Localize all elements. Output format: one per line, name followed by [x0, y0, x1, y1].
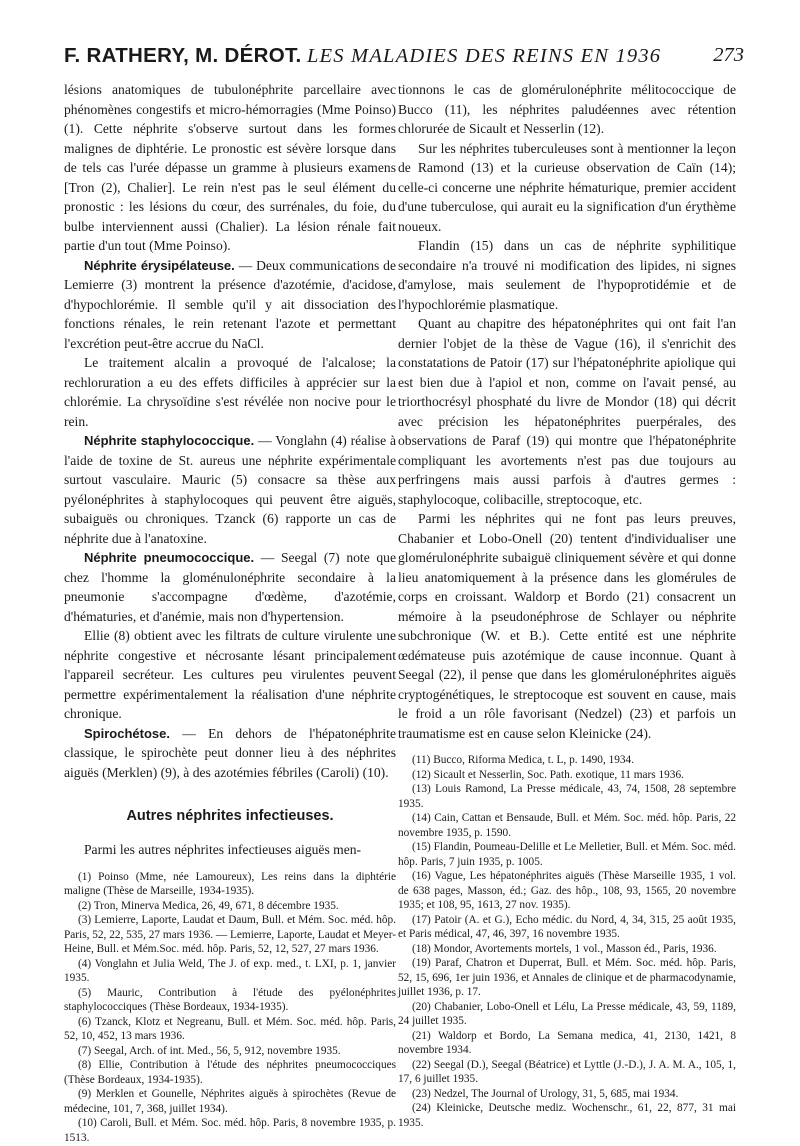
- paragraph-text: tionnons le cas de glomérulonéphrite mélitococcique de Bucco (11), les néphrites paludéennes avec rétention chlorurée de Sicault et Nesserlin (12).: [398, 82, 736, 136]
- paragraph-lead: Spirochétose.: [84, 725, 170, 741]
- footnote: (22) Seegal (D.), Seegal (Béatrice) et Lyttle (J.-D.), J. A. M. A., 105, 1, 17, 6 juillet 1935.: [398, 1058, 736, 1085]
- left-column: [64, 80, 396, 1145]
- paragraph-text: — En dehors de l'hépatonéphrite classique, le spirochète peut donner lieu à des néphrites aiguës (Merklen) (9), à des azotémies fébriles (Caroli) (10).: [64, 725, 396, 780]
- footnote: (2) Tron, Minerva Medica, 26, 49, 671, 8 décembre 1935.: [78, 899, 339, 912]
- footnote: (7) Seegal, Arch. of int. Med., 56, 5, 912, novembre 1935.: [78, 1044, 341, 1057]
- right-column: [398, 80, 736, 1130]
- paragraph-text: — Deux communications de Lemierre (3) montrent la présence d'azotémie, d'acidose, d'hypochlorémie. Il semble qu'il y ait dissociation des fonctions rénales, le rein retenant l'azote et permettant l'excrétion peut-être accrue du NaCl.: [64, 257, 396, 351]
- paragraph: [398, 80, 736, 139]
- footnote: (17) Patoir (A. et G.), Echo médic. du Nord, 4, 34, 315, 25 août 1935, et Paris médical, 47, 46, 397, 16 novembre 1935.: [398, 913, 736, 940]
- footnote: (16) Vague, Les hépatonéphrites aiguës (Thèse Marseille 1935, 1 vol. de 638 pages, Masson, éd.; Gaz. des hôp., 108, 93, 1565, 20 novembre 1935; et 108, 95, 1613, 27 nov. 1935).: [398, 870, 736, 911]
- footnote: (21) Waldorp et Bordo, La Semana medica, 41, 2130, 1421, 8 novembre 1934.: [398, 1029, 736, 1056]
- paragraph: [398, 139, 736, 237]
- paragraph-lead: Néphrite érysipélateuse.: [84, 257, 235, 273]
- footnote: (20) Chabanier, Lobo-Onell et Lélu, La Presse médicale, 43, 59, 1189, 24 juillet 1935.: [398, 1000, 736, 1027]
- header-authors: F. RATHERY, M. DÉROT.: [64, 44, 302, 67]
- paragraph-lead: Néphrite staphylococcique.: [84, 433, 255, 448]
- paragraph: [64, 256, 396, 354]
- paragraph: [64, 80, 396, 256]
- footnote: (4) Vonglahn et Julia Weld, The J. of exp. med., t. LXI, p. 1, janvier 1935.: [64, 957, 396, 984]
- header-title: LES MALADIES DES REINS EN 1936: [306, 45, 662, 67]
- footnote: (8) Ellie, Contribution à l'étude des néphrites pneumococciques (Thèse Bordeaux, 1934-1935).: [64, 1059, 396, 1086]
- footnote: (15) Flandin, Poumeau-Delille et Le Melletier, Bull. et Mém. Soc. méd. hôp. Paris, 7 juin 1935, p. 1005.: [398, 841, 736, 868]
- paragraph-text: Quant au chapitre des hépatonéphrites qui ont fait l'an dernier l'objet de la thèse de Vague (16), il s'enrichit des constatations de Patoir (17) sur l'hépatonéphrite apiolique qui est bien due à l'apiol et non, comme on l'avait pensé, au triorthocrésyl phosphaté du livre de Mondor (18) qui décrit avec précision les hépatonéphrites puerpérales, des observations de Paraf (19) qui montre que l'hépatonéphrite compliquant les avortements n'est pas due toujours au perfringens mais aussi parfois à d'autres germes : staphylocoque, colibacille, streptocoque, etc.: [398, 316, 736, 507]
- footnote: (5) Mauric, Contribution à l'étude des pyélonéphrites staphylococciques (Thèse Bordeaux, 1934-1935).: [64, 986, 396, 1013]
- section-title: Autres néphrites infectieuses.: [126, 808, 334, 824]
- paragraph-text: Parmi les néphrites qui ne font pas leurs preuves, Chabanier et Lobo-Onell (20) tentent d'individualiser une glomérulonéphrite subaiguë cliniquement sévère et qui donne lieu anatomiquement à la présence dans les glomérules de corps en croissant. Waldorp et Bordo (21) consacrent un mémoire à la pseudonéphrose de Schlayer ou néphrite subchronique (W. et B.). Cette entité est une néphrite œdémateuse puis azotémique de cause inconnue. Quant à Seegal (22), il pense que dans les glomérulonéphrites aiguës cryptogénétiques, le streptocoque est souvent en cause, mais le froid a un rôle favorisant (Nedzel) (23) et parfois un traumatisme est en cause selon Kleinicke (24).: [398, 511, 736, 741]
- footnote: (24) Kleinicke, Deutsche mediz. Wochenschr., 61, 22, 877, 31 mai 1935.: [398, 1102, 736, 1129]
- paragraph-text: — Seegal (7) note que chez l'homme la gloménulonéphrite secondaire à la pneumonie s'accompagne d'œdème, d'azotémie, d'hématuries, et d'anémie, mais non d'hypertension.: [64, 550, 396, 624]
- paragraph-text: — Vonglahn (4) réalise à l'aide de toxine de St. aureus une néphrite expérimentale surtout vasculaire. Mauric (5) consacre sa thèse aux pyélonéphrites à staphylocoques qui peuvent être aiguës, subaiguës ou chroniques. Tzanck (6) rapporte un cas de néphrite due à l'anatoxine.: [64, 433, 396, 546]
- paragraph: [64, 353, 396, 431]
- footnote: (19) Paraf, Chatron et Duperrat, Bull. et Mém. Soc. méd. hôp. Paris, 52, 15, 696, 1er juin 1936, et Annales de clinique et de pharmacodynamie, juillet 1936, p. 17.: [398, 957, 736, 998]
- page-number: 273: [713, 44, 744, 66]
- running-header: [64, 44, 744, 78]
- paragraph-text: Sur les néphrites tuberculeuses sont à mentionner la leçon de Ramond (13) et la curieuse observation de Caïn (14); celle-ci concerne une néphrite hématurique, premier accident d'une tuberculose, qui aurait eu la signification d'un érythème noueux.: [398, 140, 736, 234]
- paragraph: [398, 509, 736, 743]
- footnotes-left: [64, 870, 396, 1146]
- footnote: (18) Mondor, Avortements mortels, 1 vol., Masson éd., Paris, 1936.: [412, 942, 717, 955]
- section-paragraph: Parmi les autres néphrites infectieuses aiguës men-: [84, 842, 362, 857]
- footnote: (1) Poinso (Mme, née Lamoureux), Les reins dans la diphtérie maligne (Thèse de Marseille, 1934-1935).: [64, 870, 396, 897]
- paragraph: [64, 431, 396, 548]
- footnote: (6) Tzanck, Klotz et Negreanu, Bull. et Mém. Soc. méd. hôp. Paris, 52, 10, 452, 13 mars 1936.: [64, 1015, 396, 1042]
- paragraph-text: lésions anatomiques de tubulonéphrite parcellaire avec phénomènes congestifs et micro-hémorragies (Mme Poinso) (1). Cette néphrite s'observe surtout dans les formes malignes de diphtérie. Le pronostic est sévère lorsque dans de tels cas l'urée dépasse un gramme à plusieurs examens [Tron (2), Chalier]. Le rein n'est pas le seul élément du pronostic : les lésions du cœur, des surrénales, du foie, du bulbe interviennent aussi (Chalier). La lésion rénale fait partie d'un tout (Mme Poinso).: [64, 82, 396, 253]
- running-title: [64, 44, 661, 68]
- footnotes-right: [398, 753, 736, 1130]
- footnote: (10) Caroli, Bull. et Mém. Soc. méd. hôp. Paris, 8 novembre 1935, p. 1513.: [64, 1117, 396, 1144]
- paragraph: [398, 236, 736, 314]
- paragraph: [398, 314, 736, 509]
- footnote: (9) Merklen et Gounelle, Néphrites aiguës à spirochètes (Revue de médecine, 101, 7, 368, juillet 1934).: [64, 1088, 396, 1115]
- paragraph: [64, 724, 396, 783]
- footnote: (14) Cain, Cattan et Bensaude, Bull. et Mém. Soc. méd. hôp. Paris, 22 novembre 1935, p. 1590.: [398, 812, 736, 839]
- footnote: (23) Nedzel, The Journal of Urology, 31, 5, 685, mai 1934.: [412, 1087, 679, 1100]
- paragraph-text: Le traitement alcalin a provoqué de l'alcalose; la rechloruration a eu des effets difficiles à apprécier sur la chlorémie. La chrysoïdine s'est révélée non nocive pour le rein.: [64, 355, 396, 429]
- paragraph-lead: Néphrite pneumococcique.: [84, 550, 255, 565]
- paragraph: [64, 548, 396, 626]
- footnote: (11) Bucco, Riforma Medica, t. L, p. 1490, 1934.: [412, 754, 635, 766]
- paragraph-text: Flandin (15) dans un cas de néphrite syphilitique secondaire n'a trouvé ni modification des lipides, ni signes d'amylose, mais seulement de l'hypoprotidémie et de l'hypochlorémie plasmatique.: [398, 238, 736, 312]
- footnote: (3) Lemierre, Laporte, Laudat et Daum, Bull. et Mém. Soc. méd. hôp. Paris, 52, 22, 535, 27 mars 1936. — Lemierre, Laporte, Laudat et Meyer-Heine, Bull. et Mém.Soc. méd. hôp. Paris, 52, 12, 527, 27 mars 1936.: [64, 914, 396, 955]
- paragraph: [64, 626, 396, 724]
- paragraph-text: Ellie (8) obtient avec les filtrats de culture virulente une néphrite congestive et nécrosante lésant principalement l'appareil secréteur. Les cultures peu virulentes peuvent permettre expérimentalement la réalisation d'une néphrite chronique.: [64, 628, 396, 721]
- footnote: (13) Louis Ramond, La Presse médicale, 43, 74, 1508, 28 septembre 1935.: [398, 783, 736, 810]
- footnote: (12) Sicault et Nesserlin, Soc. Path. exotique, 11 mars 1936.: [412, 768, 684, 781]
